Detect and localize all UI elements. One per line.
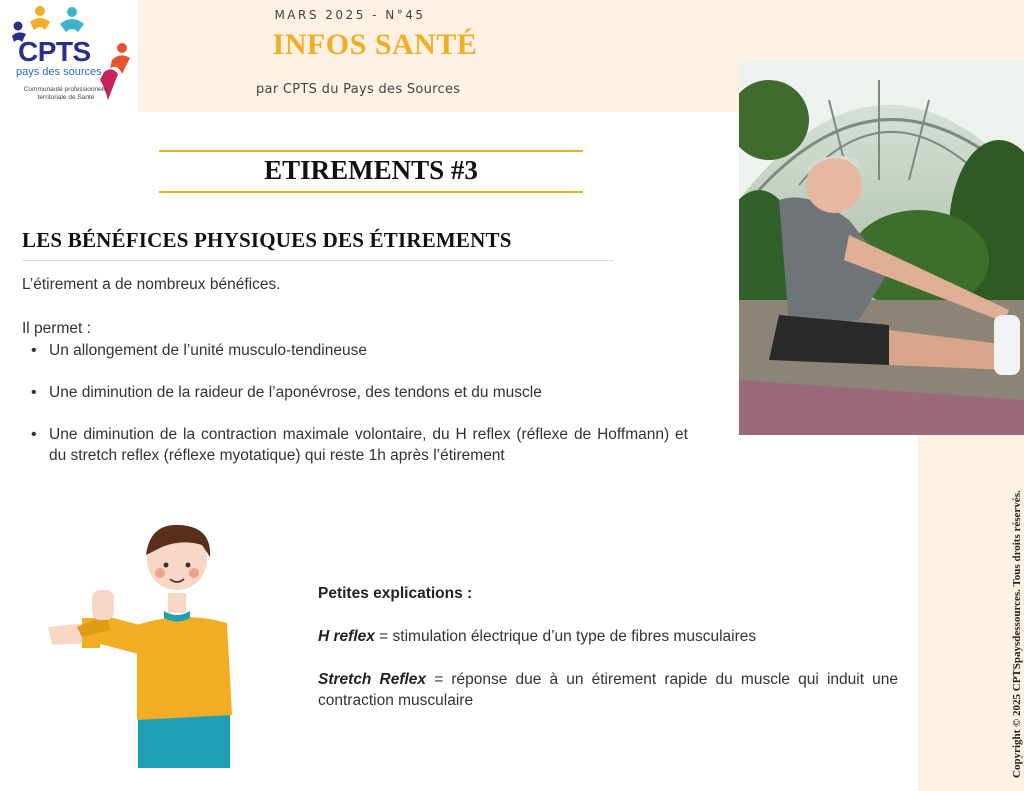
definition-term: Stretch Reflex bbox=[318, 671, 427, 688]
definition-term: H reflex bbox=[318, 628, 375, 645]
logo-subtitle: pays des sources bbox=[16, 66, 102, 78]
byline: par CPTS du Pays des Sources bbox=[256, 82, 461, 97]
side-strip bbox=[918, 435, 1024, 791]
definition-text: = stimulation électrique d’un type de fibres musculaires bbox=[374, 628, 757, 645]
list-item: • Une diminution de la contraction maximale volontaire, du H reflex (réflexe de Hoffmann) et du stretch reflex (réflexe myotatique) qui reste 1h après l’étirement bbox=[22, 424, 688, 466]
definition-item bbox=[318, 626, 898, 647]
issue-number: MARS 2025 - N°45 bbox=[274, 8, 426, 22]
copyright-notice: Copyright © 2025 CPTSpaysdessources. Tous droits réservés. bbox=[1011, 490, 1023, 778]
stretching-photo bbox=[739, 60, 1024, 435]
logo-acronym: CPTS bbox=[18, 36, 91, 67]
lead-text: Il permet : bbox=[22, 320, 91, 337]
list-item: • Un allongement de l’unité musculo-tendineuse bbox=[22, 340, 688, 361]
list-item: • Une diminution de la raideur de l’aponévrose, des tendons et du muscle bbox=[22, 382, 688, 403]
explanations-block bbox=[318, 583, 898, 711]
section-heading: LES BÉNÉFICES PHYSIQUES DES ÉTIREMENTS bbox=[22, 228, 512, 252]
explanations-heading: Petites explications : bbox=[318, 585, 473, 602]
stretching-illustration bbox=[42, 515, 242, 770]
section-divider bbox=[22, 260, 614, 261]
article-title: ETIREMENTS #3 bbox=[264, 155, 478, 185]
benefits-list bbox=[22, 340, 688, 466]
cpts-logo[interactable] bbox=[0, 0, 138, 112]
newsletter-title: INFOS SANTÉ bbox=[272, 28, 478, 61]
logo-description: Communauté professionnelle territoriale de Santé bbox=[23, 86, 109, 101]
definition-item bbox=[318, 669, 898, 711]
definition-text: = réponse due à un étirement rapide du muscle qui induit une contraction musculaire bbox=[318, 671, 898, 709]
intro-text: L’étirement a de nombreux bénéfices. bbox=[22, 276, 281, 293]
title-banner bbox=[159, 150, 583, 193]
